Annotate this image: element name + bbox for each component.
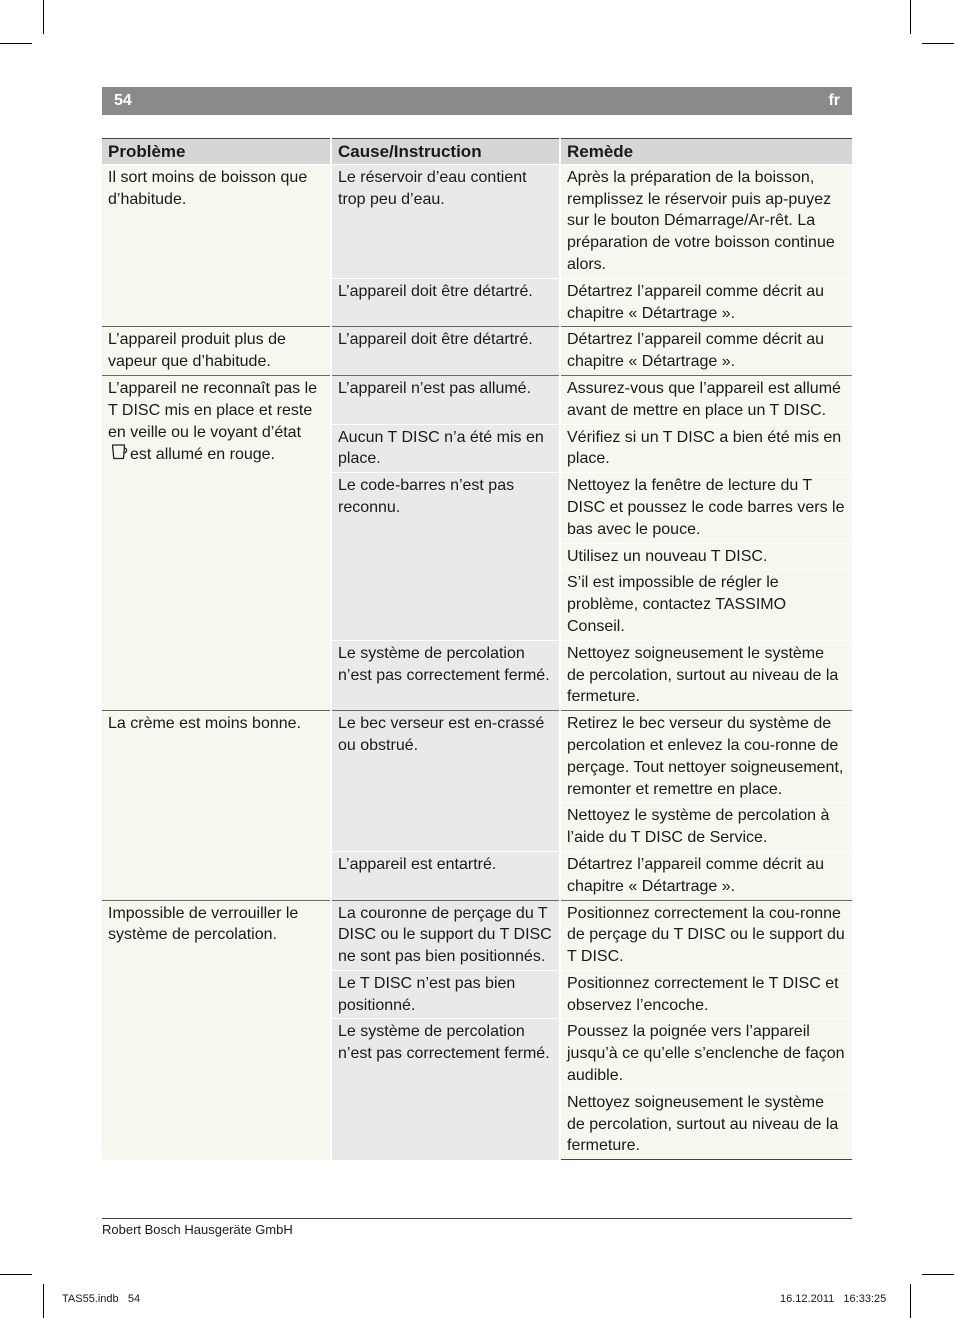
- problem-text: est allumé en rouge.: [130, 446, 275, 464]
- problem-cell: [102, 375, 331, 710]
- remedy-cell: S’il est impossible de régler le problème, contactez TASSIMO Conseil.: [560, 570, 852, 640]
- footer-company: Robert Bosch Hausgeräte GmbH: [102, 1222, 293, 1237]
- page-number: 54: [114, 92, 132, 109]
- page-header-bar: [102, 87, 852, 115]
- column-header-cause: Cause/Instruction: [331, 139, 560, 165]
- footer-divider: [102, 1218, 852, 1219]
- cause-cell: L’appareil n’est pas allumé.: [331, 375, 560, 424]
- problem-text: L’appareil ne reconnaît pas le T DISC mis en place et reste en veille ou le voyant d’état: [108, 379, 318, 441]
- problem-cell: Il sort moins de boisson que d’habitude.: [102, 164, 331, 327]
- remedy-cell: Poussez la poignée vers l’appareil jusqu’à ce qu’elle s’enclenche de façon audible.: [560, 1019, 852, 1089]
- remedy-cell: Nettoyez la fenêtre de lecture du T DISC et poussez le code barres vers le bas avec le pouce.: [560, 473, 852, 543]
- table-row: [102, 327, 852, 376]
- crop-mark: [922, 43, 954, 44]
- troubleshooting-table: [102, 138, 852, 1160]
- remedy-cell: Nettoyez soigneusement le système de percolation, surtout au niveau de la fermeture.: [560, 640, 852, 710]
- cause-cell: Aucun T DISC n’a été mis en place.: [331, 424, 560, 473]
- crop-mark: [0, 43, 32, 44]
- table-body: [102, 164, 852, 1159]
- problem-cell: L’appareil produit plus de vapeur que d’habitude.: [102, 327, 331, 376]
- remedy-cell: Retirez le bec verseur du système de percolation et enlevez la cou-ronne de perçage. Tout nettoyer soigneusement, remonter et remettre en place.: [560, 711, 852, 803]
- crop-mark: [922, 1274, 954, 1275]
- cause-cell: Le système de percolation n’est pas correctement fermé.: [331, 640, 560, 710]
- crop-mark: [910, 1284, 911, 1318]
- cause-cell: Le réservoir d’eau contient trop peu d’eau.: [331, 164, 560, 278]
- print-slug-date: 16.12.2011 16:33:25: [780, 1293, 887, 1305]
- table-row: [102, 900, 852, 970]
- remedy-cell: Utilisez un nouveau T DISC.: [560, 543, 852, 570]
- crop-mark: [0, 1274, 32, 1275]
- cause-cell: Le T DISC n’est pas bien positionné.: [331, 970, 560, 1019]
- language-code: fr: [828, 92, 840, 109]
- print-slug-file: TAS55.indb 54: [62, 1293, 141, 1305]
- cause-cell: L’appareil doit être détartré.: [331, 327, 560, 376]
- table-row: [102, 164, 852, 278]
- column-header-remedy: Remède: [560, 139, 852, 165]
- cause-cell: L’appareil doit être détartré.: [331, 278, 560, 327]
- cause-cell: L’appareil est entartré.: [331, 851, 560, 900]
- crop-mark: [43, 1284, 44, 1318]
- cause-cell: La couronne de perçage du T DISC ou le support du T DISC ne sont pas bien positionnés.: [331, 900, 560, 970]
- remedy-cell: Après la préparation de la boisson, remplissez le réservoir puis ap-puyez sur le bouton Démarrage/Ar-rêt. La préparation de votre boisson continue alors.: [560, 164, 852, 278]
- remedy-cell: Détartrez l’appareil comme décrit au chapitre « Détartrage ».: [560, 851, 852, 900]
- cause-cell: Le bec verseur est en-crassé ou obstrué.: [331, 711, 560, 852]
- remedy-cell: Nettoyez soigneusement le système de percolation, surtout au niveau de la fermeture.: [560, 1089, 852, 1159]
- problem-cell: La crème est moins bonne.: [102, 711, 331, 900]
- cause-cell: Le système de percolation n’est pas correctement fermé.: [331, 1019, 560, 1160]
- remedy-cell: Positionnez correctement le T DISC et observez l’encoche.: [560, 970, 852, 1019]
- crop-mark: [910, 0, 911, 34]
- remedy-cell: Assurez-vous que l’appareil est allumé avant de mettre en place un T DISC.: [560, 375, 852, 424]
- remedy-cell: Détartrez l’appareil comme décrit au chapitre « Détartrage ».: [560, 278, 852, 327]
- column-header-problem: Problème: [102, 139, 331, 165]
- remedy-cell: Nettoyez le système de percolation à l’aide du T DISC de Service.: [560, 803, 852, 852]
- table-header-row: [102, 139, 852, 165]
- cause-cell: Le code-barres n’est pas reconnu.: [331, 473, 560, 641]
- remedy-cell: Détartrez l’appareil comme décrit au chapitre « Détartrage ».: [560, 327, 852, 376]
- cup-indicator-icon: [110, 443, 128, 461]
- table-row: [102, 711, 852, 803]
- remedy-cell: Vérifiez si un T DISC a bien été mis en place.: [560, 424, 852, 473]
- table-row: [102, 375, 852, 424]
- problem-cell: Impossible de verrouiller le système de percolation.: [102, 900, 331, 1160]
- remedy-cell: Positionnez correctement la cou-ronne de perçage du T DISC ou le support du T DISC.: [560, 900, 852, 970]
- crop-mark: [43, 0, 44, 34]
